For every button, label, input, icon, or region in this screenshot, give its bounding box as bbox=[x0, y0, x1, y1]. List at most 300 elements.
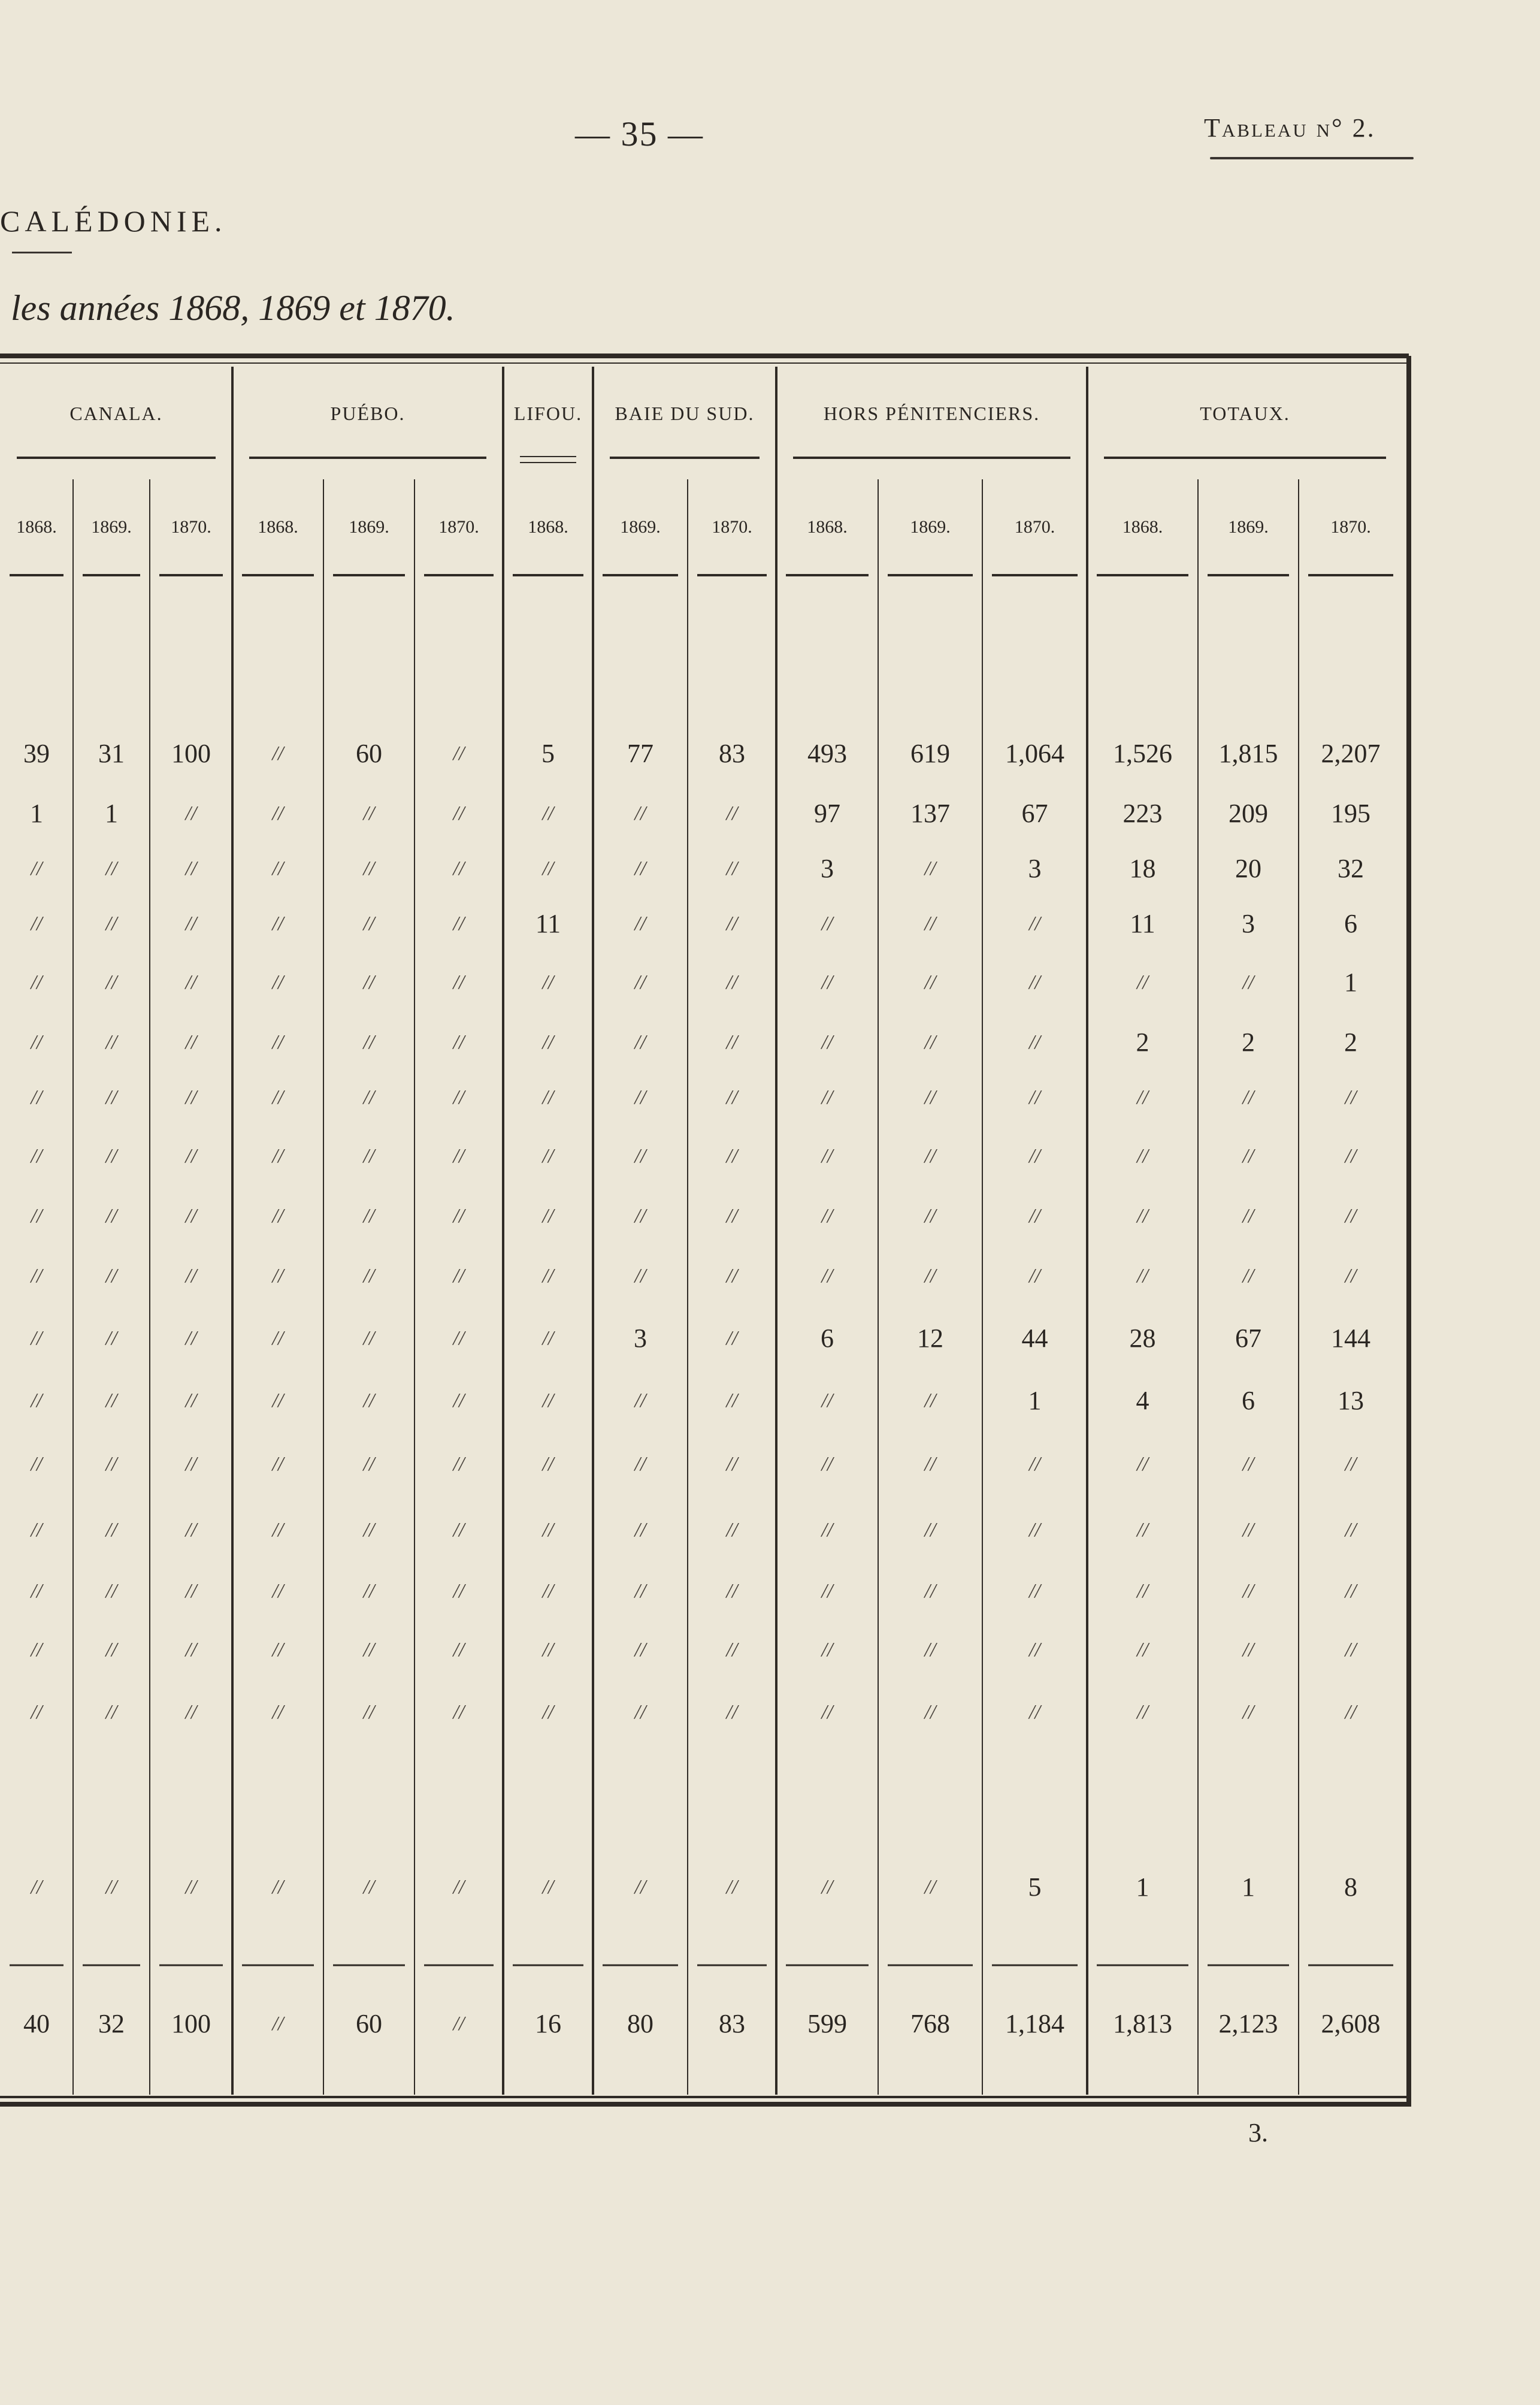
table-cell: // bbox=[924, 1876, 936, 1898]
table-cell: // bbox=[726, 1265, 738, 1287]
table-cell: // bbox=[363, 1701, 375, 1723]
table-cell: // bbox=[1029, 1639, 1040, 1661]
table-cell: // bbox=[31, 1701, 43, 1723]
total-cell: 83 bbox=[719, 2009, 745, 2038]
table-cell: // bbox=[1137, 1519, 1148, 1541]
group-header: LIFOU. bbox=[513, 403, 583, 424]
decorative-rule bbox=[12, 252, 72, 253]
table-cell: // bbox=[542, 971, 554, 993]
year-column-header: 1869. bbox=[910, 517, 951, 537]
table-cell: // bbox=[453, 857, 465, 880]
table-cell: // bbox=[31, 1519, 43, 1541]
table-cell: // bbox=[634, 802, 646, 824]
table-cell: // bbox=[821, 1086, 833, 1108]
table-cell: // bbox=[105, 857, 117, 880]
table-cell: // bbox=[453, 1389, 465, 1412]
table-cell: // bbox=[542, 1265, 554, 1287]
table-cell: // bbox=[453, 971, 465, 993]
table-cell: // bbox=[272, 742, 284, 765]
table-cell: // bbox=[31, 1453, 43, 1475]
table-cell: // bbox=[272, 1327, 284, 1349]
table-cell: // bbox=[31, 1327, 43, 1349]
table-cell: // bbox=[31, 1031, 43, 1053]
table-cell: 144 bbox=[1331, 1324, 1370, 1353]
table-cell: 195 bbox=[1331, 799, 1370, 828]
table-cell: 11 bbox=[1130, 909, 1155, 938]
total-cell: 80 bbox=[627, 2009, 653, 2038]
table-cell: // bbox=[1029, 1145, 1040, 1167]
table-cell: // bbox=[726, 971, 738, 993]
total-cell: 32 bbox=[98, 2009, 125, 2038]
total-cell: 16 bbox=[535, 2009, 561, 2038]
year-column-header: 1870. bbox=[712, 517, 752, 537]
table-cell: // bbox=[453, 1327, 465, 1349]
table-cell: 3 bbox=[821, 854, 834, 883]
table-cell: // bbox=[821, 1145, 833, 1167]
table-cell: // bbox=[272, 1031, 284, 1053]
table-cell: // bbox=[272, 1086, 284, 1108]
table-cell: // bbox=[1137, 1086, 1148, 1108]
table-cell: // bbox=[1029, 1265, 1040, 1287]
table-cell: // bbox=[363, 971, 375, 993]
table-cell: // bbox=[1242, 1265, 1254, 1287]
table-cell: // bbox=[542, 1876, 554, 1898]
year-column-header: 1868. bbox=[258, 517, 298, 537]
group-header: HORS PÉNITENCIERS. bbox=[823, 403, 1040, 424]
table-cell: // bbox=[363, 1580, 375, 1602]
table-cell: // bbox=[272, 913, 284, 935]
table-cell: // bbox=[1137, 1145, 1148, 1167]
table-cell: // bbox=[542, 1519, 554, 1541]
table-cell: // bbox=[726, 1327, 738, 1349]
table-cell: // bbox=[1137, 1265, 1148, 1287]
table-cell: // bbox=[185, 857, 197, 880]
table-cell: // bbox=[105, 1031, 117, 1053]
total-cell: 40 bbox=[23, 2009, 50, 2038]
table-cell: 1,526 bbox=[1113, 739, 1172, 768]
running-head: CALÉDONIE. bbox=[0, 204, 227, 238]
table-cell: // bbox=[185, 1086, 197, 1108]
table-cell: // bbox=[726, 802, 738, 824]
table-cell: // bbox=[726, 1389, 738, 1412]
table-cell: 6 bbox=[1344, 909, 1357, 938]
table-cell: // bbox=[105, 1639, 117, 1661]
sheet-number: 3. bbox=[1248, 2118, 1268, 2147]
table-cell: // bbox=[542, 1389, 554, 1412]
table-cell: // bbox=[453, 1639, 465, 1661]
table-cell: 1 bbox=[1136, 1872, 1149, 1902]
table-cell: // bbox=[1242, 1205, 1254, 1227]
table-cell: // bbox=[31, 1639, 43, 1661]
table-cell: // bbox=[453, 1876, 465, 1898]
table-cell: // bbox=[821, 1031, 833, 1053]
table-cell: // bbox=[363, 857, 375, 880]
table-cell: // bbox=[272, 857, 284, 880]
table-cell: 18 bbox=[1129, 854, 1156, 883]
table-cell: // bbox=[924, 1145, 936, 1167]
table-cell: // bbox=[726, 1519, 738, 1541]
table-cell: // bbox=[821, 971, 833, 993]
table-cell: // bbox=[1029, 1580, 1040, 1602]
page-number: — 35 — bbox=[575, 114, 704, 153]
table-cell: // bbox=[821, 1389, 833, 1412]
page-subtitle: les années 1868, 1869 et 1870. bbox=[11, 288, 455, 328]
table-cell: // bbox=[634, 1639, 646, 1661]
table-cell: // bbox=[924, 1519, 936, 1541]
table-cell: // bbox=[634, 1086, 646, 1108]
table-cell: // bbox=[1137, 971, 1148, 993]
table-cell: // bbox=[1345, 1453, 1357, 1475]
table-cell: // bbox=[185, 971, 197, 993]
table-cell: // bbox=[1345, 1205, 1357, 1227]
table-cell: // bbox=[185, 1519, 197, 1541]
total-cell: 768 bbox=[910, 2009, 950, 2038]
table-cell: // bbox=[634, 1701, 646, 1723]
statistics-table bbox=[0, 352, 1415, 2111]
group-header: TOTAUX. bbox=[1200, 403, 1290, 424]
table-cell: // bbox=[542, 1205, 554, 1227]
table-cell: // bbox=[185, 1701, 197, 1723]
table-cell: // bbox=[1242, 1453, 1254, 1475]
table-cell: 83 bbox=[719, 739, 745, 768]
table-cell: // bbox=[185, 1876, 197, 1898]
table-cell: 60 bbox=[356, 739, 382, 768]
year-column-header: 1870. bbox=[438, 517, 479, 537]
table-cell: 67 bbox=[1235, 1324, 1261, 1353]
table-cell: // bbox=[363, 1145, 375, 1167]
total-cell: 599 bbox=[807, 2009, 847, 2038]
table-cell: // bbox=[31, 1876, 43, 1898]
table-cell: // bbox=[1345, 1580, 1357, 1602]
table-cell: // bbox=[542, 802, 554, 824]
decorative-rule bbox=[1210, 157, 1414, 159]
table-cell: // bbox=[272, 971, 284, 993]
table-cell: // bbox=[31, 1389, 43, 1412]
table-cell: // bbox=[31, 1205, 43, 1227]
table-cell: // bbox=[185, 1327, 197, 1349]
table-cell: // bbox=[185, 1389, 197, 1412]
table-cell: // bbox=[1029, 1031, 1040, 1053]
table-cell: // bbox=[726, 1205, 738, 1227]
table-cell: // bbox=[272, 1519, 284, 1541]
table-cell: // bbox=[185, 1639, 197, 1661]
table-cell: 100 bbox=[171, 739, 211, 768]
table-cell: // bbox=[453, 1580, 465, 1602]
table-cell: 1,064 bbox=[1005, 739, 1064, 768]
table-cell: // bbox=[1242, 1519, 1254, 1541]
total-cell: // bbox=[272, 2013, 284, 2035]
table-cell: // bbox=[105, 1701, 117, 1723]
total-cell: 1,184 bbox=[1005, 2009, 1064, 2038]
table-cell: // bbox=[185, 1145, 197, 1167]
table-cell: 39 bbox=[23, 739, 50, 768]
table-cell: // bbox=[363, 1519, 375, 1541]
table-cell: // bbox=[31, 913, 43, 935]
table-cell: // bbox=[363, 1327, 375, 1349]
table-cell: // bbox=[542, 1453, 554, 1475]
table-cell: // bbox=[924, 971, 936, 993]
table-cell: // bbox=[726, 1086, 738, 1108]
table-cell: // bbox=[272, 1205, 284, 1227]
table-cell: // bbox=[453, 1031, 465, 1053]
table-cell: // bbox=[1029, 1701, 1040, 1723]
table-cell: // bbox=[1242, 1639, 1254, 1661]
table-cell: // bbox=[821, 1580, 833, 1602]
table-cell: // bbox=[726, 1031, 738, 1053]
table-reference: Tableau n° 2. bbox=[1204, 113, 1376, 143]
table-cell: 1,815 bbox=[1218, 739, 1278, 768]
table-cell: // bbox=[542, 1639, 554, 1661]
table-cell: // bbox=[1137, 1701, 1148, 1723]
table-cell: // bbox=[1029, 971, 1040, 993]
table-cell: // bbox=[1242, 1086, 1254, 1108]
table-cell: // bbox=[453, 1205, 465, 1227]
group-header: BAIE DU SUD. bbox=[615, 403, 755, 424]
table-cell: // bbox=[634, 1205, 646, 1227]
table-cell: // bbox=[272, 1580, 284, 1602]
table-cell: // bbox=[453, 1145, 465, 1167]
table-cell: // bbox=[821, 1453, 833, 1475]
table-cell: // bbox=[105, 971, 117, 993]
table-cell: // bbox=[634, 971, 646, 993]
table-cell: // bbox=[1029, 1453, 1040, 1475]
year-column-header: 1870. bbox=[1014, 517, 1055, 537]
table-cell: // bbox=[634, 1265, 646, 1287]
year-column-header: 1868. bbox=[16, 517, 57, 537]
table-cell: // bbox=[542, 857, 554, 880]
table-cell: 1 bbox=[1242, 1872, 1255, 1902]
table-cell: 67 bbox=[1021, 799, 1048, 828]
table-cell: 3 bbox=[634, 1324, 647, 1353]
table-cell: // bbox=[924, 1086, 936, 1108]
table-cell: // bbox=[105, 1086, 117, 1108]
year-column-header: 1869. bbox=[349, 517, 389, 537]
table-cell: // bbox=[726, 913, 738, 935]
table-cell: // bbox=[185, 1265, 197, 1287]
table-cell: // bbox=[453, 802, 465, 824]
table-cell: // bbox=[105, 913, 117, 935]
group-header: CANALA. bbox=[69, 403, 163, 424]
table-cell: // bbox=[1242, 1701, 1254, 1723]
table-cell: // bbox=[634, 913, 646, 935]
table-cell: // bbox=[185, 1205, 197, 1227]
year-column-header: 1870. bbox=[1330, 517, 1371, 537]
table-cell: 1 bbox=[30, 799, 43, 828]
table-cell: // bbox=[272, 1145, 284, 1167]
table-cell: // bbox=[105, 1453, 117, 1475]
table-cell: // bbox=[924, 1453, 936, 1475]
year-column-header: 1868. bbox=[528, 517, 568, 537]
table-cell: // bbox=[363, 1389, 375, 1412]
table-cell: 209 bbox=[1229, 799, 1268, 828]
table-cell: // bbox=[1242, 1580, 1254, 1602]
table-cell: // bbox=[1345, 1145, 1357, 1167]
table-cell: 619 bbox=[910, 739, 950, 768]
total-cell: 100 bbox=[171, 2009, 211, 2038]
table-cell: // bbox=[105, 1876, 117, 1898]
table-cell: // bbox=[272, 1639, 284, 1661]
total-cell: // bbox=[453, 2013, 465, 2035]
table-cell: 493 bbox=[807, 739, 847, 768]
table-cell: // bbox=[1137, 1639, 1148, 1661]
table-cell: // bbox=[185, 802, 197, 824]
table-cell: // bbox=[924, 1701, 936, 1723]
table-cell: // bbox=[726, 1580, 738, 1602]
table-cell: 2,207 bbox=[1321, 739, 1381, 768]
table-cell: // bbox=[185, 1031, 197, 1053]
table-cell: // bbox=[924, 1265, 936, 1287]
table-cell: // bbox=[453, 913, 465, 935]
table-cell: 6 bbox=[1242, 1386, 1255, 1415]
table-cell: 11 bbox=[535, 909, 561, 938]
table-cell: // bbox=[924, 1031, 936, 1053]
table-cell: // bbox=[1345, 1519, 1357, 1541]
table-cell: // bbox=[821, 1639, 833, 1661]
table-cell: 1 bbox=[105, 799, 118, 828]
table-cell: // bbox=[31, 1145, 43, 1167]
table-cell: 31 bbox=[98, 739, 125, 768]
year-column-header: 1869. bbox=[1228, 517, 1269, 537]
table-cell: 28 bbox=[1129, 1324, 1156, 1353]
table-cell: // bbox=[1242, 1145, 1254, 1167]
table-cell: // bbox=[634, 1519, 646, 1541]
table-cell: // bbox=[1029, 1205, 1040, 1227]
total-cell: 60 bbox=[356, 2009, 382, 2038]
year-column-header: 1870. bbox=[171, 517, 211, 537]
table-cell: // bbox=[105, 1265, 117, 1287]
table-cell: // bbox=[363, 1639, 375, 1661]
total-cell: 1,813 bbox=[1113, 2009, 1172, 2038]
table-cell: 2 bbox=[1136, 1028, 1149, 1057]
table-cell: // bbox=[634, 1389, 646, 1412]
table-cell: // bbox=[634, 1453, 646, 1475]
table-cell: 12 bbox=[917, 1324, 943, 1353]
table-cell: // bbox=[924, 1639, 936, 1661]
total-cell: 2,123 bbox=[1218, 2009, 1278, 2038]
table-cell: // bbox=[31, 1086, 43, 1108]
table-cell: // bbox=[1345, 1265, 1357, 1287]
table-cell: // bbox=[105, 1389, 117, 1412]
table-cell: 1 bbox=[1344, 968, 1357, 997]
table-cell: // bbox=[363, 1031, 375, 1053]
table-cell: // bbox=[105, 1580, 117, 1602]
table-cell: // bbox=[363, 1876, 375, 1898]
table-cell: 13 bbox=[1338, 1386, 1364, 1415]
table-cell: // bbox=[1345, 1639, 1357, 1661]
table-cell: // bbox=[821, 1701, 833, 1723]
table-cell: 97 bbox=[814, 799, 840, 828]
table-cell: 223 bbox=[1123, 799, 1163, 828]
table-cell: // bbox=[1242, 971, 1254, 993]
table-cell: // bbox=[924, 1580, 936, 1602]
table-cell: // bbox=[726, 1701, 738, 1723]
table-cell: 5 bbox=[1028, 1872, 1042, 1902]
table-cell: // bbox=[1345, 1701, 1357, 1723]
table-cell: // bbox=[634, 1580, 646, 1602]
table-cell: // bbox=[1029, 1086, 1040, 1108]
table-cell: 44 bbox=[1021, 1324, 1048, 1353]
table-cell: // bbox=[105, 1519, 117, 1541]
table-cell: // bbox=[542, 1327, 554, 1349]
table-cell: // bbox=[542, 1701, 554, 1723]
group-header: PUÉBO. bbox=[330, 403, 406, 424]
table-cell: // bbox=[185, 1453, 197, 1475]
table-cell: // bbox=[272, 1389, 284, 1412]
table-cell: // bbox=[542, 1580, 554, 1602]
table-cell: // bbox=[1345, 1086, 1357, 1108]
table-cell: // bbox=[363, 1265, 375, 1287]
table-cell: 137 bbox=[910, 799, 950, 828]
table-cell: // bbox=[924, 1205, 936, 1227]
table-cell: 4 bbox=[1136, 1386, 1149, 1415]
table-cell: // bbox=[363, 913, 375, 935]
table-cell: // bbox=[453, 1086, 465, 1108]
table-cell: // bbox=[105, 1205, 117, 1227]
table-cell: // bbox=[821, 1519, 833, 1541]
table-cell: // bbox=[105, 1327, 117, 1349]
table-cell: 32 bbox=[1338, 854, 1364, 883]
year-column-header: 1868. bbox=[1122, 517, 1163, 537]
table-cell: // bbox=[634, 1145, 646, 1167]
table-cell: // bbox=[1029, 913, 1040, 935]
table-cell: // bbox=[542, 1031, 554, 1053]
table-cell: // bbox=[185, 1580, 197, 1602]
year-column-header: 1868. bbox=[807, 517, 848, 537]
table-cell: // bbox=[272, 1265, 284, 1287]
table-cell: // bbox=[726, 1876, 738, 1898]
table-cell: // bbox=[726, 1639, 738, 1661]
table-cell: // bbox=[185, 913, 197, 935]
table-cell: // bbox=[453, 1453, 465, 1475]
table-cell: // bbox=[363, 1205, 375, 1227]
table-cell: // bbox=[542, 1086, 554, 1108]
table-cell: 8 bbox=[1344, 1872, 1357, 1902]
total-cell: 2,608 bbox=[1321, 2009, 1381, 2038]
table-cell: // bbox=[821, 913, 833, 935]
table-cell: // bbox=[453, 1265, 465, 1287]
table-cell: // bbox=[363, 1086, 375, 1108]
table-cell: // bbox=[272, 1453, 284, 1475]
table-cell: // bbox=[1137, 1453, 1148, 1475]
table-cell: // bbox=[726, 1453, 738, 1475]
table-cell: // bbox=[453, 1701, 465, 1723]
table-cell: 77 bbox=[627, 739, 653, 768]
table-cell: // bbox=[821, 1265, 833, 1287]
table-cell: 5 bbox=[541, 739, 555, 768]
table-cell: // bbox=[726, 857, 738, 880]
table-cell: // bbox=[272, 1876, 284, 1898]
table-cell: // bbox=[924, 913, 936, 935]
table-cell: // bbox=[1029, 1519, 1040, 1541]
table-cell: 20 bbox=[1235, 854, 1261, 883]
table-cell: // bbox=[634, 1876, 646, 1898]
table-cell: 2 bbox=[1344, 1028, 1357, 1057]
table-cell: // bbox=[31, 1265, 43, 1287]
table-cell: // bbox=[31, 857, 43, 880]
table-cell: // bbox=[105, 1145, 117, 1167]
table-cell: 6 bbox=[821, 1324, 834, 1353]
table-cell: // bbox=[363, 1453, 375, 1475]
table-cell: // bbox=[272, 1701, 284, 1723]
table-cell: // bbox=[1137, 1205, 1148, 1227]
table-cell: 3 bbox=[1242, 909, 1255, 938]
table-cell: // bbox=[634, 857, 646, 880]
table-cell: // bbox=[1137, 1580, 1148, 1602]
table-cell: // bbox=[31, 1580, 43, 1602]
table-cell: 3 bbox=[1028, 854, 1042, 883]
table-cell: // bbox=[924, 857, 936, 880]
table-cell: // bbox=[453, 1519, 465, 1541]
